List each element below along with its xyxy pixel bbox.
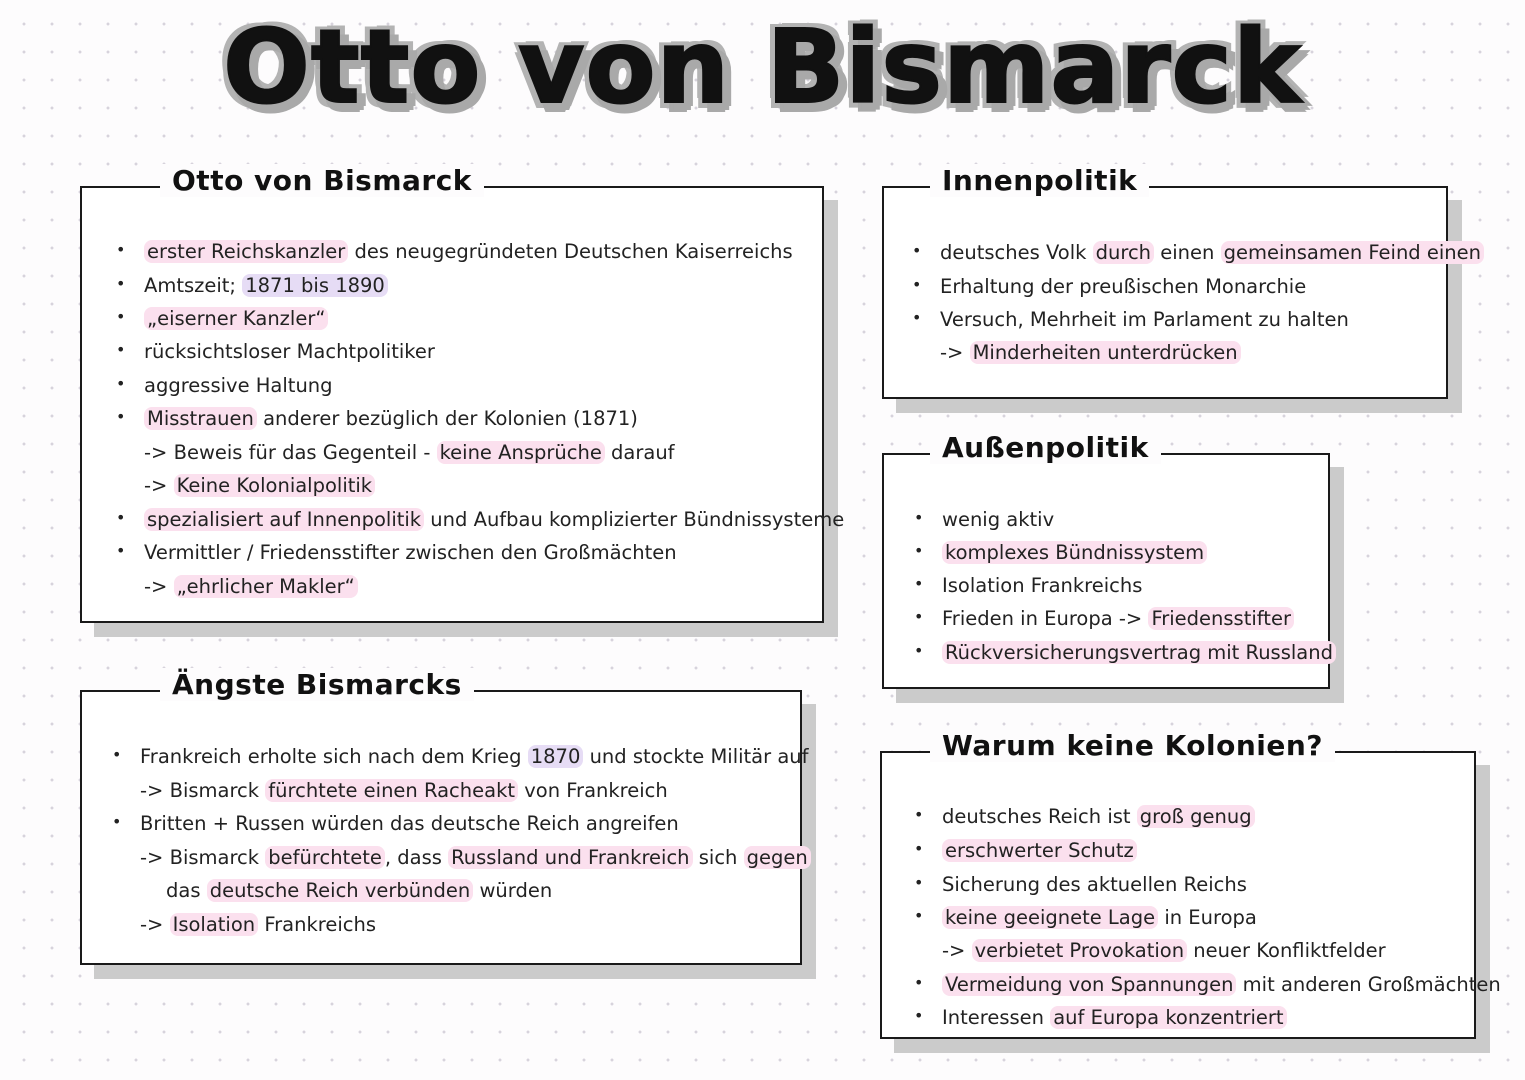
text: -> (140, 913, 170, 936)
text: sich (692, 846, 744, 869)
highlight: erschwerter Schutz (942, 839, 1137, 862)
list-item (140, 812, 679, 835)
highlight: gemeinsamen Feind einen (1221, 241, 1484, 264)
highlight: auf Europa konzentriert (1050, 1006, 1286, 1029)
highlight: durch (1093, 241, 1154, 264)
list-item (144, 374, 333, 397)
list-item (942, 906, 1257, 929)
list-item (940, 275, 1306, 298)
text: -> (942, 939, 972, 962)
text: Erhaltung der preußischen Monarchie (940, 275, 1307, 298)
highlight: Friedensstifter (1148, 607, 1294, 630)
highlight: 1871 bis 1890 (242, 274, 388, 297)
list-subitem (144, 575, 358, 598)
highlight: erster Reichskanzler (144, 240, 348, 263)
text: von Frankreich (518, 779, 668, 802)
highlight: Russland und Frankreich (448, 846, 692, 869)
list-item (942, 607, 1294, 630)
list-item (942, 508, 1054, 531)
list-item (942, 873, 1247, 896)
text: neuer Konfliktfelder (1187, 939, 1386, 962)
highlight: „eiserner Kanzler“ (144, 307, 328, 330)
box-fears-title: Ängste Bismarcks (160, 668, 474, 701)
list-subitem (166, 879, 552, 902)
list-item (942, 839, 1137, 862)
list-item (144, 274, 388, 297)
list-subitem (144, 474, 375, 497)
list-subitem (940, 341, 1241, 364)
list-subitem (140, 846, 811, 869)
text: einen (1154, 241, 1221, 264)
text: -> (144, 474, 174, 497)
list-item (942, 541, 1207, 564)
highlight: Rückversicherungsvertrag mit Russland (942, 641, 1336, 664)
list-item (144, 307, 328, 330)
text: Amtszeit; (144, 274, 243, 297)
list-subitem (140, 779, 668, 802)
box-fears (80, 668, 809, 965)
highlight: Vermeidung von Spannungen (942, 973, 1236, 996)
text: Britten + Russen würden das deutsche Reich angreifen (140, 812, 679, 835)
text: wenig aktiv (942, 508, 1055, 531)
text: Isolation Frankreichs (942, 574, 1143, 597)
list-item (940, 308, 1349, 331)
highlight: deutsche Reich verbünden (207, 879, 474, 902)
box-why-no-colonies-title: Warum keine Kolonien? (930, 729, 1335, 762)
list-subitem (144, 441, 675, 464)
list-item (140, 745, 809, 768)
text: -> (144, 575, 174, 598)
highlight: keine geeignete Lage (942, 906, 1158, 929)
box-why-no-colonies (880, 729, 1501, 1039)
highlight: keine Ansprüche (437, 441, 605, 464)
text: würden (473, 879, 553, 902)
box-domestic-policy-title: Innenpolitik (930, 164, 1149, 197)
highlight: Minderheiten unterdrücken (970, 341, 1241, 364)
list-item (942, 641, 1336, 664)
text: , dass (384, 846, 449, 869)
highlight: gegen (744, 846, 811, 869)
list-item (144, 508, 844, 531)
highlight: „ehrlicher Makler“ (174, 575, 358, 598)
list-item (942, 805, 1255, 828)
text: in Europa (1158, 906, 1257, 929)
text: aggressive Haltung (144, 374, 333, 397)
highlight: 1870 (528, 745, 584, 768)
text: und stockte Militär auf (583, 745, 809, 768)
highlight: befürchtete (265, 846, 385, 869)
list-item (940, 241, 1484, 264)
text: Sicherung des aktuellen Reichs (942, 873, 1247, 896)
text: des neugegründeten Deutschen Kaiserreichs (348, 240, 793, 263)
text: Vermittler / Friedensstifter zwischen den Großmächten (144, 541, 677, 564)
highlight: fürchtete einen Racheakt (265, 779, 518, 802)
text: anderer bezüglich der Kolonien (1871) (256, 407, 638, 430)
text: Frankreichs (258, 913, 376, 936)
list-item (144, 240, 793, 263)
text: Interessen (942, 1006, 1051, 1029)
text: das (166, 879, 207, 902)
list-subitem (942, 939, 1386, 962)
box-biography (80, 164, 845, 623)
highlight: komplexes Bündnissystem (942, 541, 1207, 564)
text: -> Beweis für das Gegenteil - (144, 441, 437, 464)
box-domestic-policy (882, 164, 1482, 399)
highlight: groß genug (1137, 805, 1255, 828)
text: mit anderen Großmächten (1236, 973, 1501, 996)
text: -> (940, 341, 970, 364)
list-item (144, 407, 638, 430)
text: und Aufbau komplizierter Bündnissysteme (424, 508, 845, 531)
list-item (144, 541, 677, 564)
list-item (942, 973, 1501, 996)
text: Versuch, Mehrheit im Parlament zu halten (940, 308, 1349, 331)
text: darauf (604, 441, 675, 464)
highlight: Isolation (170, 913, 259, 936)
list-item (942, 1006, 1287, 1029)
list-item (144, 340, 435, 363)
list-item (942, 574, 1142, 597)
text: deutsches Volk (940, 241, 1093, 264)
highlight: spezialisiert auf Innenpolitik (144, 508, 424, 531)
highlight: Misstrauen (144, 407, 257, 430)
list-subitem (140, 913, 376, 936)
text: Frankreich erholte sich nach dem Krieg (140, 745, 528, 768)
text: -> Bismarck (140, 779, 266, 802)
text: deutsches Reich ist (942, 805, 1137, 828)
text: -> Bismarck (140, 846, 266, 869)
box-foreign-policy (882, 431, 1333, 689)
text: rücksichtsloser Machtpolitiker (144, 340, 435, 363)
text: Frieden in Europa -> (942, 607, 1149, 630)
box-foreign-policy-title: Außenpolitik (930, 431, 1161, 464)
box-biography-title: Otto von Bismarck (160, 164, 484, 197)
page-title: Otto von Bismarck (223, 8, 1302, 127)
highlight: verbietet Provokation (972, 939, 1188, 962)
highlight: Keine Kolonialpolitik (174, 474, 376, 497)
